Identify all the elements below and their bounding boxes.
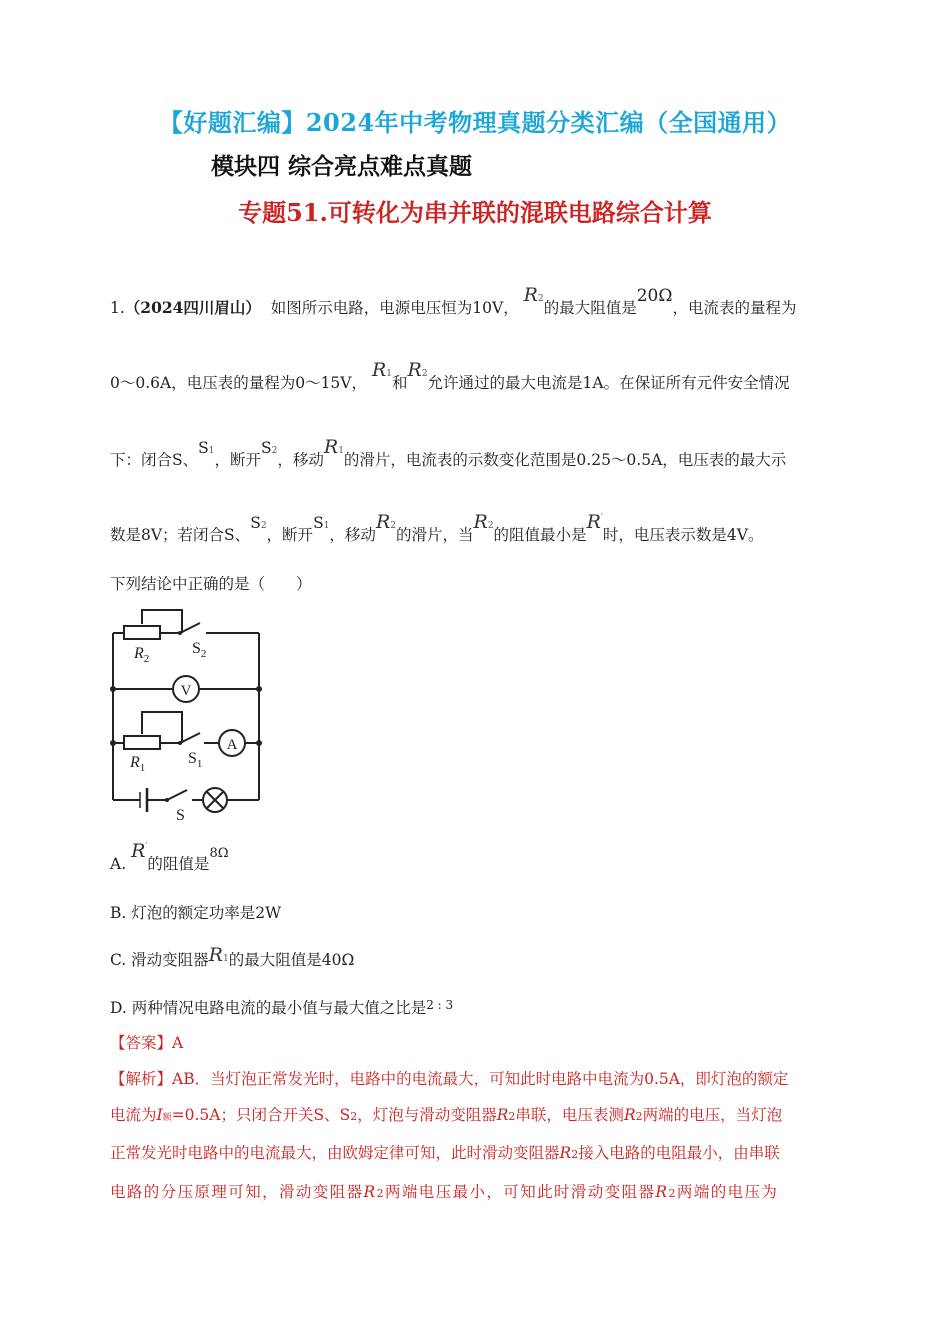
option-c: C. 滑动变阻器R1的最大阻值是40Ω — [110, 944, 355, 969]
option-b: B. 灯泡的额定功率是2W — [110, 904, 282, 922]
analysis-line-4: 电路的分压原理可知，滑动变阻器R2两端电压最小，可知此时滑动变阻器R2两端的电压为 — [110, 1183, 779, 1201]
label-s1: $S_1$ — [188, 750, 203, 770]
analysis-line-3: 正常发光时电路中的电流最大，由欧姆定律可知，此时滑动变阻器R2接入电路的电阻最小，由串联 — [110, 1144, 780, 1162]
question-line-4: 数是8V；若闭合S、S2，断开S1，移动R2的滑片，当R2的阻值最小是R′时，电压表示数是4V。 — [110, 511, 764, 544]
resistor-r2 — [124, 626, 160, 639]
resistor-r1 — [124, 736, 160, 749]
module-title: 模块四 综合亮点难点真题 — [211, 153, 473, 180]
analysis-line-2: 电流为I额=0.5A；只闭合开关S、S2，灯泡与滑动变阻器R2串联，电压表测R2两端的电压，当灯泡 — [110, 1106, 783, 1124]
analysis-line-1: 【解析】AB．当灯泡正常发光时，电路中的电流最大，可知此时电路中电流为0.5A，即灯泡的额定 — [110, 1070, 789, 1088]
circuit-diagram — [100, 600, 280, 830]
topic-title: 专题51.可转化为串并联的混联电路综合计算 — [238, 198, 712, 227]
question-line-1: 1.（2024四川眉山） 如图所示电路，电源电压恒为10V， R2的最大阻值是20Ω，电流表的量程为 — [110, 284, 797, 317]
label-s: S — [176, 807, 185, 824]
label-r2: $R_2$ — [134, 645, 150, 665]
question-line-5: 下列结论中正确的是（ ） — [110, 575, 312, 593]
question-line-2: 0～0.6A，电压表的量程为0～15V， R1和R2允许通过的最大电流是1A。在保证所有元件安全情况 — [110, 359, 790, 392]
question-line-3: 下：闭合S、S1，断开S2，移动R1的滑片，电流表的示数变化范围是0.25～0.5A，电压表的最大示 — [110, 436, 787, 469]
label-r1: $R_1$ — [130, 754, 146, 774]
ammeter-label: A — [226, 737, 238, 753]
voltmeter-label: V — [180, 683, 192, 699]
option-a: A. R′的阻值是$^{8\Omega}$ — [110, 840, 229, 873]
label-s2: $S_2$ — [192, 640, 207, 660]
main-title: 【好题汇编】2024年中考物理真题分类汇编（全国通用） — [158, 108, 792, 137]
option-d: D. 两种情况电路电流的最小值与最大值之比是$^{2 : 3}$ — [110, 998, 454, 1017]
answer-label: 【答案】A — [110, 1034, 184, 1052]
